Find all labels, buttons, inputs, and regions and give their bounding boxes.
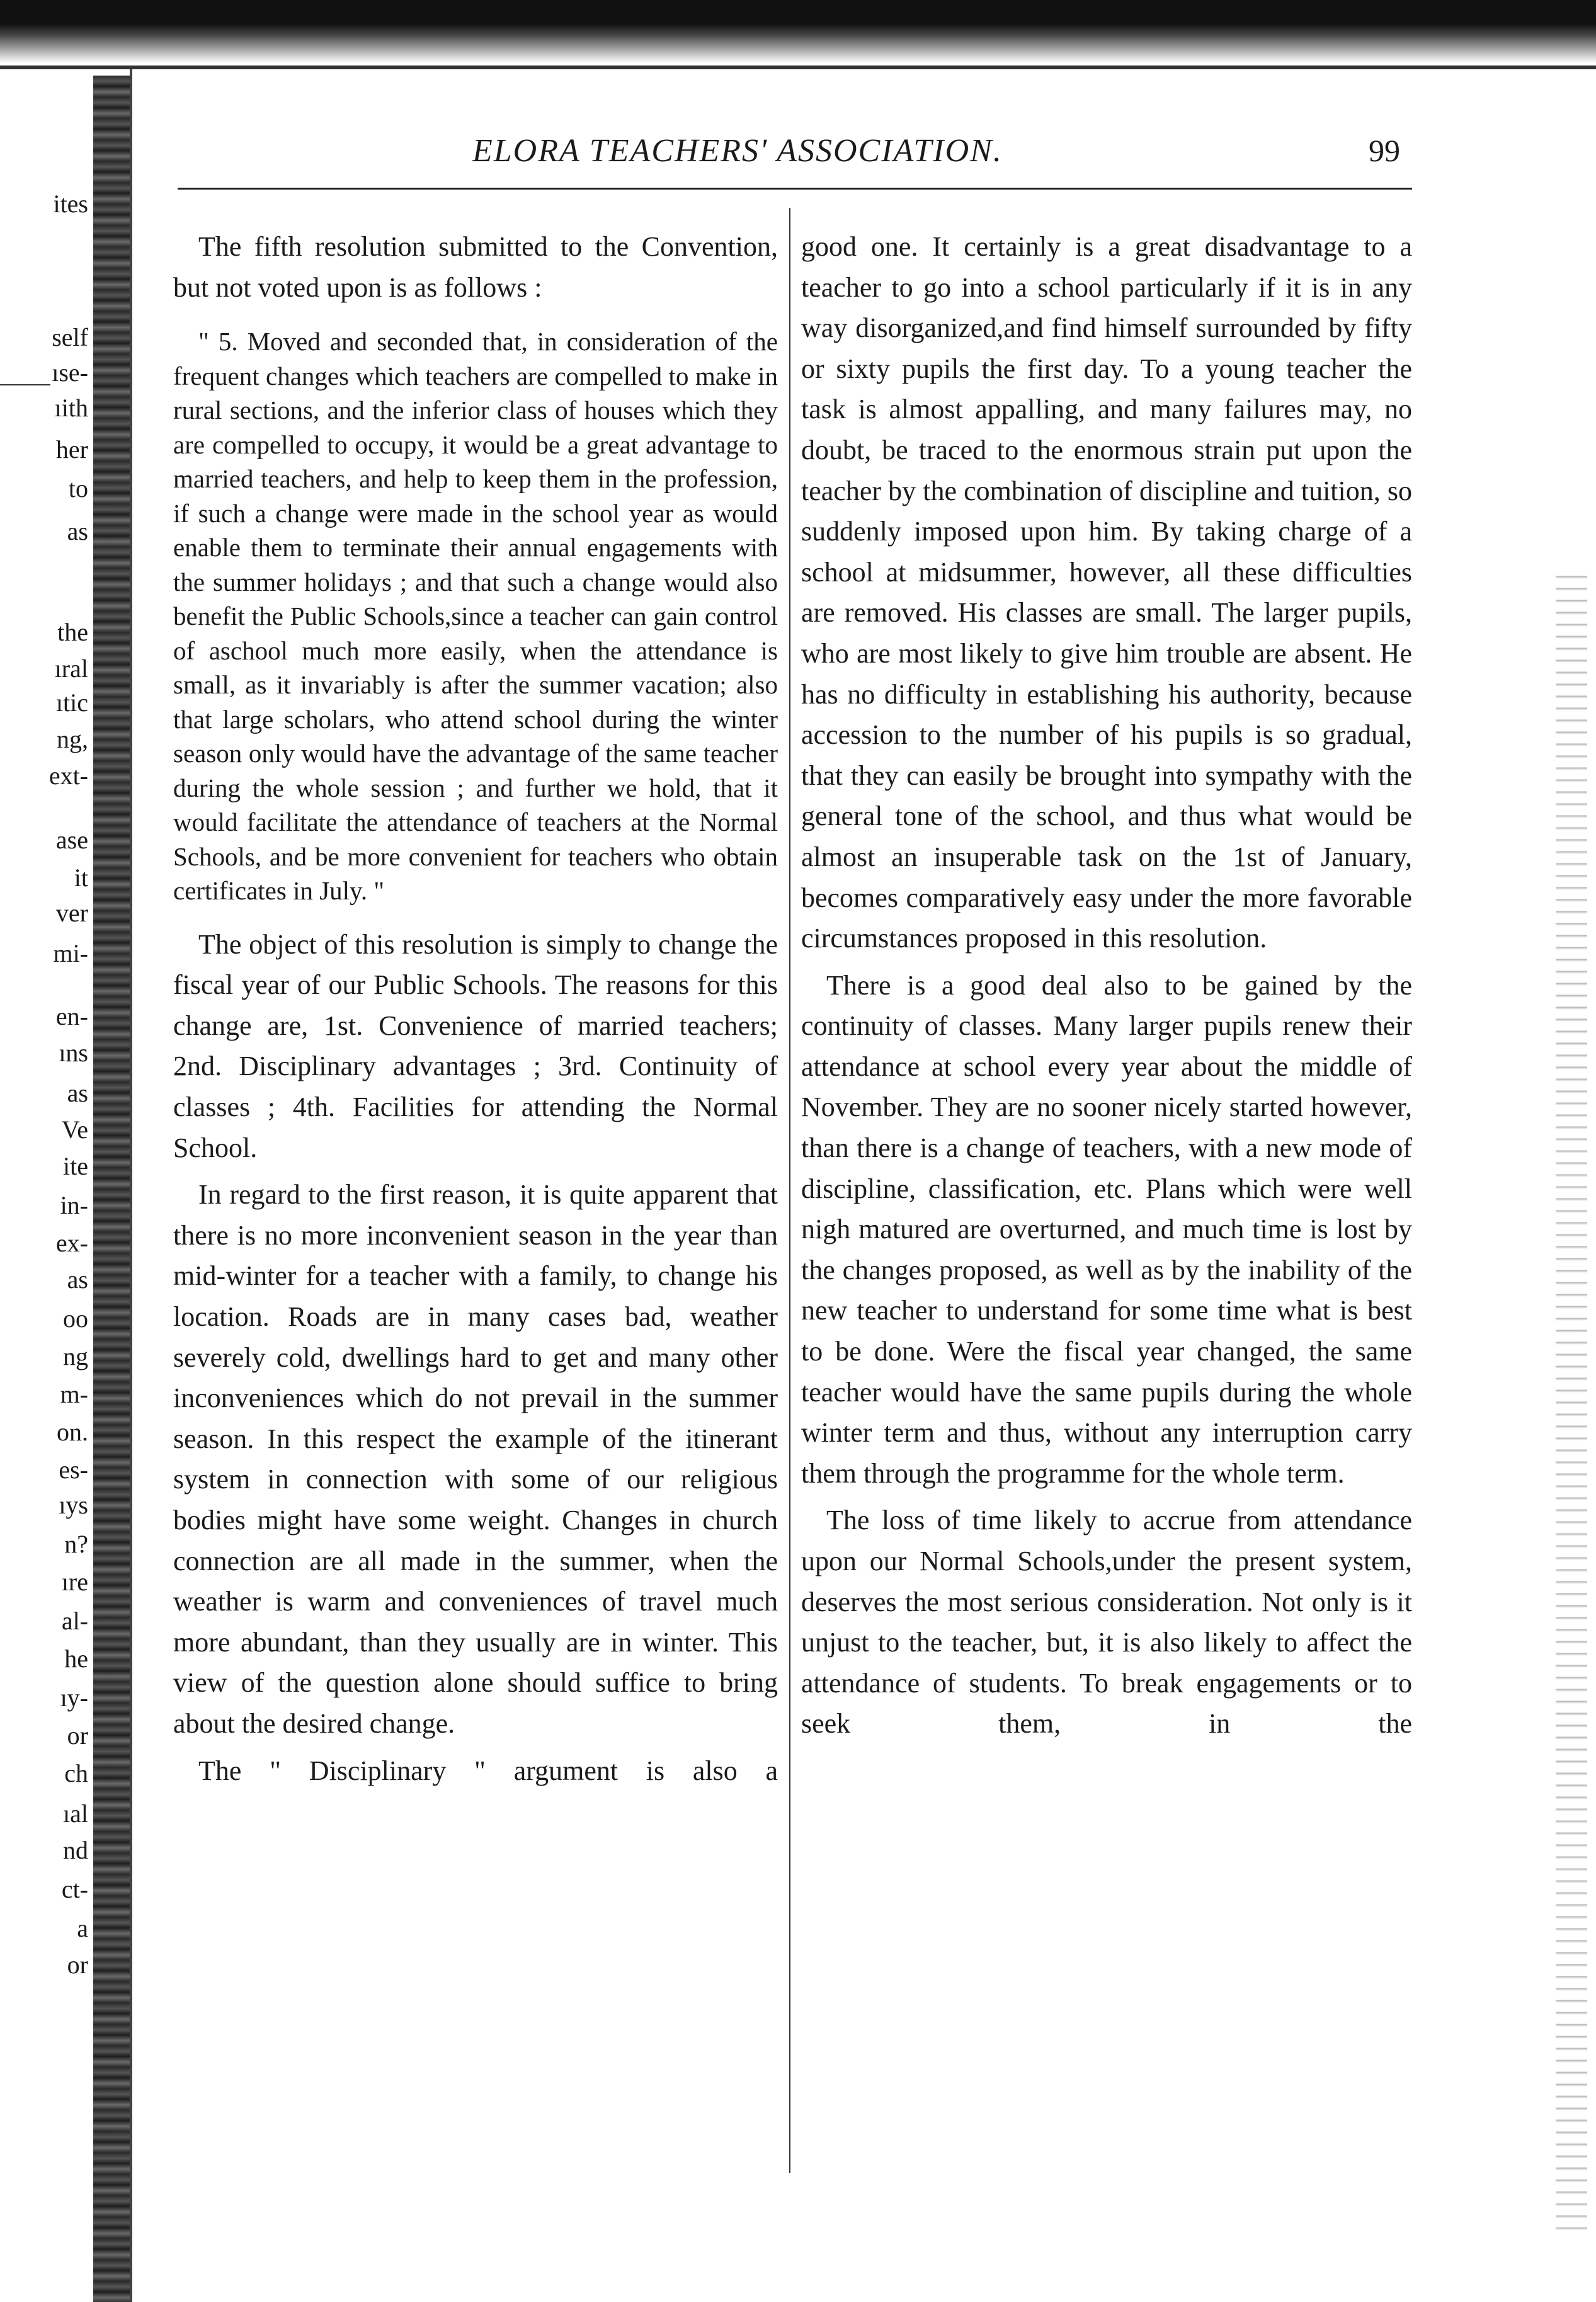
previous-page-fragment: a (77, 1914, 88, 1942)
paragraph: In regard to the first reason, it is quite apparent that there is no more inconvenient season in the year than mid-winter for a teacher with a family, to change his location. Roads are in many cases bad, weather severely cold, dwellings hard to get and many other inconveniences which do not prevail in the summer season. In this respect the example of the itinerant system in connection with some of our religious bodies might have some weight. Changes in church connection are all made in the summer, when the weather is warm and conveniences of travel much more abundant, than they usually are in winter. This view of the question alone should suffice to bring about the desired change. (173, 1179, 778, 1739)
paragraph: The fifth resolution submitted to the Convention, but not voted upon is as follows : (173, 231, 778, 303)
previous-page-fragment: ıtic (55, 688, 88, 717)
previous-page-fragment: oo (63, 1304, 88, 1333)
paragraph: The loss of time likely to accrue from attendance upon our Normal Schools,under the present system, deserves the most serious consideration. Not only is it unjust to the teacher, but, it is also likely to affect the attendance of students. To break engagements or to seek them, in the (801, 1505, 1412, 1740)
previous-page-fragment: or (67, 1721, 88, 1750)
previous-page-fragment: ıys (59, 1491, 88, 1519)
previous-page-fragment: self (52, 323, 88, 351)
book-gutter (93, 76, 130, 2302)
previous-page-fragment: ıns (59, 1039, 88, 1067)
previous-page-fragment: ıal (63, 1799, 88, 1828)
previous-page-fragment: to (68, 474, 88, 503)
previous-page-fragment: on. (57, 1418, 88, 1446)
previous-page-fragment: m- (60, 1380, 88, 1408)
gutter-edge (130, 69, 132, 2302)
page-header (170, 132, 1430, 176)
previous-page-fragment: ng (63, 1342, 88, 1370)
previous-page-fragment: ext- (48, 761, 88, 790)
previous-page-fragment: in- (60, 1191, 88, 1219)
previous-page-fragment: her (55, 435, 88, 464)
previous-page-fragment: ıral (54, 654, 88, 683)
previous-page-fragment: ites (53, 190, 88, 218)
previous-page-fragment: ex- (55, 1229, 88, 1257)
previous-page-fragment: ng, (57, 725, 88, 753)
previous-page-fragment: the (57, 618, 88, 646)
previous-page-fragment: ıre (61, 1568, 88, 1596)
quoted-resolution: " 5. Moved and seconded that, in consideration of the frequent changes which teachers are compelled to make in rural sections, and the inferior class of houses which they are compelled to occupy, it would be a great advantage to married teachers, and help to keep them in the profession, if such a change were made in the school year as would enable them to terminate their annual engagements with the summer holidays ; and that such a change would also benefit the Public Schools,since a teacher can gain control of aschool much more easily, when the attendance is small, as it invariably is after the summer vacation; also that large scholars, who attend school during the winter season only would have the advantage of the same teacher during the whole session ; and further we hold, that it would facilitate the attendance of teachers at the Normal Schools, and be more convenient for teachers who obtain certificates in July. " (173, 327, 778, 906)
previous-page-fragment: n? (64, 1530, 88, 1558)
previous-page-fragment: ch (64, 1759, 88, 1787)
paragraph: The " Disciplinary " argument is also a (198, 1755, 778, 1786)
previous-page-fragment: as (67, 1079, 88, 1107)
previous-page-fragment: he (64, 1644, 88, 1673)
previous-page-fragment: ıith (54, 394, 88, 422)
page-edge-noise (1556, 567, 1587, 2236)
previous-page-fragment: ver (55, 899, 88, 927)
previous-page-fragment: mi- (53, 939, 88, 967)
previous-page-fragment: ct- (61, 1875, 88, 1903)
right-column (801, 227, 1412, 1745)
left-column (173, 227, 778, 1791)
previous-page-fragment: nd (63, 1836, 88, 1864)
page-number: 99 (1369, 133, 1400, 168)
previous-page-fragment: al- (61, 1607, 88, 1635)
previous-page-fragment: as (67, 1265, 88, 1294)
paragraph: There is a good deal also to be gained by the continuity of classes. Many larger pupils renew their attendance at school every year about the middle of November. They are no sooner nicely started however, than there is a change of teachers, with a new mode of discipline, classification, etc. Plans which were well nigh matured are overturned, and much time is lost by the changes proposed, as well as by the inability of the new teacher to understand for some time what is best to be done. Were the fiscal year changed, the same teacher would have the same pupils during the whole winter term and thus, without any interruption carry them through the programme for the whole term. (801, 969, 1412, 1489)
previous-page-fragment: en- (55, 1002, 88, 1030)
previous-page-fragment: ıy- (60, 1684, 88, 1712)
paragraph: good one. It certainly is a great disadvantage to a teacher to go into a school particularly if it is in any way disorganized,and find himself surrounded by fifty or sixty pupils the first day. To a young teacher the task is almost appalling, and many failures may, no doubt, be traced to the enormous strain put upon the teacher by the combination of discipline and tuition, so suddenly imposed upon him. By taking charge of a school at midsummer, however, all these difficulties are removed. His classes are small. The larger pupils, who are most likely to give him trouble are absent. He has no difficulty in establishing his authority, because accession to the number of his pupils is so gradual, that they can easily be brought into sympathy with the general tone of the school, and thus what would be almost an insuperable task on the 1st of January, becomes comparatively easy under the more favorable circumstances proposed in this resolution. (801, 231, 1412, 954)
previous-page-fragment: or (67, 1951, 88, 1979)
previous-page-fragment: ase (55, 826, 88, 854)
column-divider (789, 208, 790, 2173)
scan-top-edge (0, 0, 1596, 63)
scan-top-rule (0, 66, 1596, 69)
previous-page-fragment: ite (63, 1152, 88, 1180)
running-head: ELORA TEACHERS' ASSOCIATION. (472, 133, 1003, 169)
paragraph: The object of this resolution is simply to change the fiscal year of our Public Schools. The reasons for this change are, 1st. Convenience of married teachers; 2nd. Disciplinary advantages ; 3rd. Continuity of classes ; 4th. Facilities for attending the Normal School. (173, 928, 778, 1163)
previous-page-fragment: es- (59, 1456, 88, 1484)
header-rule (178, 188, 1412, 190)
previous-page-fragment: it (74, 863, 88, 892)
previous-page-fragment: Ve (61, 1115, 88, 1144)
previous-page-fragment: ıse- (52, 358, 88, 387)
previous-page-fragment: as (67, 517, 88, 545)
